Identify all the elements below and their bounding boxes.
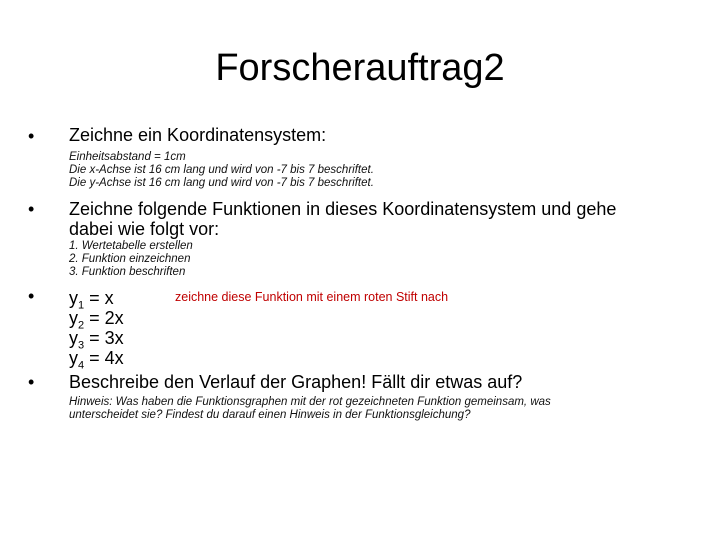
function-index: 2 [78, 319, 85, 332]
task1-note-x-axis: Die x-Achse ist 16 cm lang und wird von -7 bis 7 beschriftet. [69, 164, 374, 176]
task1-note-unit: Einheitsabstand = 1cm [69, 151, 186, 163]
task2-step-1: 1. Wertetabelle erstellen [69, 240, 193, 252]
slide-title: Forscherauftrag2 [215, 47, 505, 89]
function-y3 [69, 328, 189, 352]
task1-notes [69, 151, 669, 190]
bullet-marker: • [28, 286, 35, 306]
function-y1 [69, 288, 189, 312]
task2-heading-line2: dabei wie folgt vor: [69, 219, 220, 239]
task3-hint-line2: unterscheidet sie? Findest du darauf einen Hinweis in der Funktionsgleichung? [69, 409, 471, 421]
bullet-marker: • [28, 372, 35, 392]
task1-note-y-axis: Die y-Achse ist 16 cm lang und wird von -7 bis 7 beschriftet. [69, 177, 374, 189]
bullet-marker: • [28, 199, 35, 219]
bullet-marker: • [28, 126, 35, 146]
task2-step-3: 3. Funktion beschriften [69, 266, 186, 278]
task3-hint-line1: Hinweis: Was haben die Funktionsgraphen mit der rot gezeichneten Funktion gemeinsam, was [69, 396, 551, 408]
task2-heading [69, 199, 689, 239]
task2-step-2: 2. Funktion einzeichnen [69, 253, 191, 265]
function-var: y [69, 288, 78, 308]
function-y4 [69, 348, 189, 372]
function-rhs: = x [89, 288, 114, 308]
function-index: 3 [78, 339, 85, 352]
function-rhs: = 3x [89, 328, 124, 348]
task2-steps [69, 240, 669, 279]
function-index: 1 [78, 299, 85, 312]
function-var: y [69, 328, 78, 348]
function-var: y [69, 348, 78, 368]
function-y2 [69, 308, 189, 332]
function-rhs: = 4x [89, 348, 124, 368]
red-pen-hint: zeichne diese Funktion mit einem roten Stift nach [175, 290, 449, 304]
task3-hint [69, 396, 659, 422]
task1-heading: Zeichne ein Koordinatensystem: [69, 125, 327, 145]
function-list [69, 288, 189, 372]
function-index: 4 [78, 359, 85, 372]
function-var: y [69, 308, 78, 328]
task2-heading-line1: Zeichne folgende Funktionen in dieses Koordinatensystem und gehe [69, 199, 617, 219]
function-rhs: = 2x [89, 308, 124, 328]
task3-heading: Beschreibe den Verlauf der Graphen! Fällt dir etwas auf? [69, 372, 523, 392]
